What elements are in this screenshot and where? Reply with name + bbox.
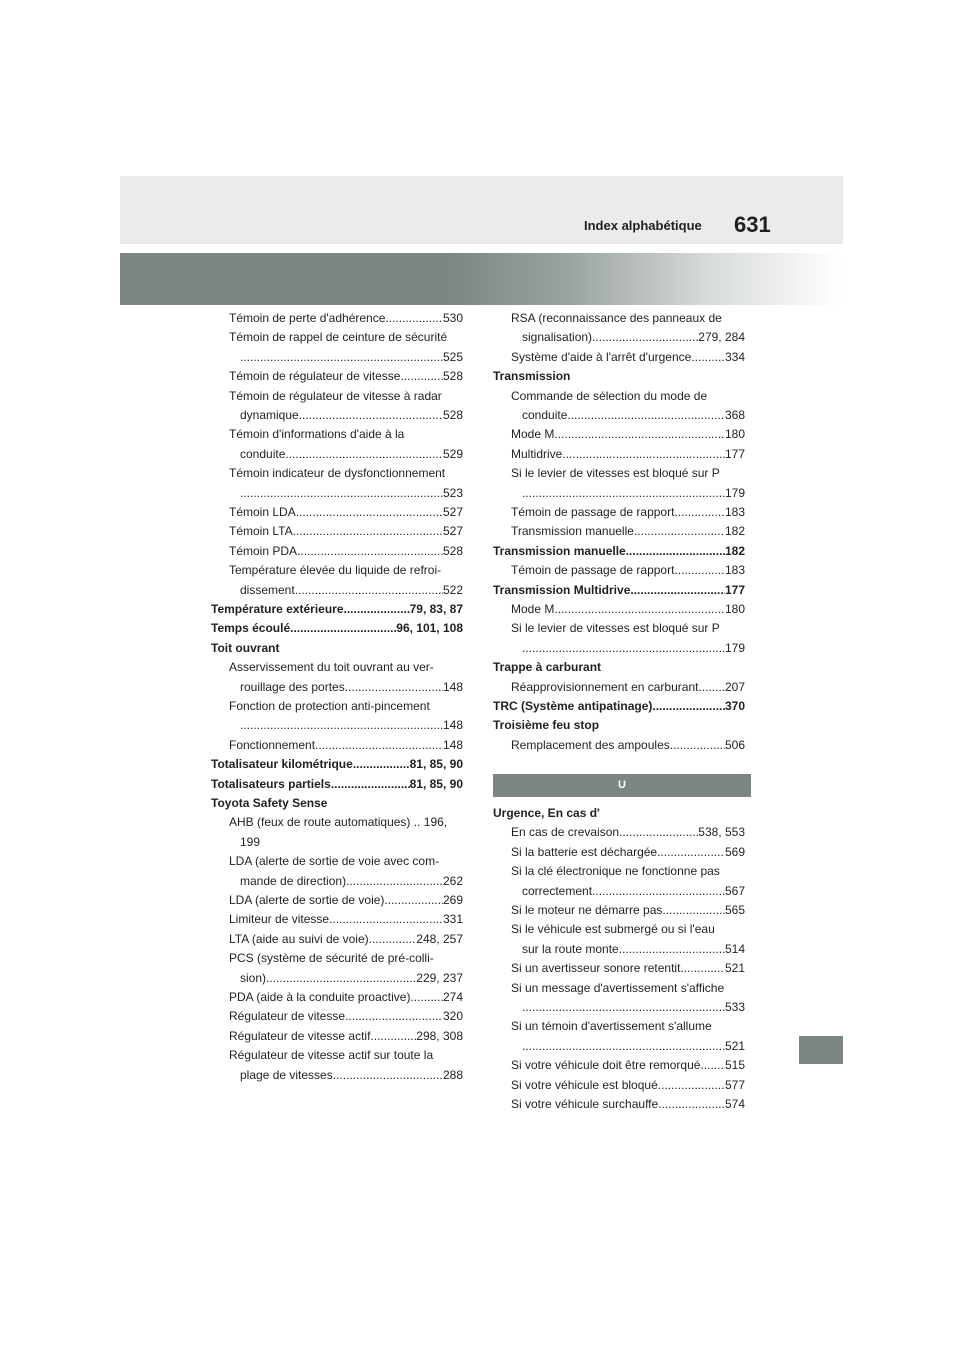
index-entry: ..... 179 bbox=[493, 484, 745, 503]
index-entry: Si un message d'avertissement s'affiche bbox=[511, 980, 725, 995]
index-entry: plage de vitesses ..... 288 bbox=[211, 1066, 463, 1085]
index-entry: sion) ..... 229, 237 bbox=[211, 969, 463, 988]
index-entry: sur la route monte ..... 514 bbox=[493, 940, 745, 959]
index-entry: 199 bbox=[240, 834, 261, 849]
index-entry: dissement ..... 522 bbox=[211, 581, 463, 600]
index-entry: Si votre véhicule surchauffe ..... 574 bbox=[493, 1095, 745, 1114]
index-heading-entry: Totalisateurs partiels ..... 81, 85, 90 bbox=[211, 775, 463, 794]
index-entry: Si le levier de vitesses est bloqué sur P bbox=[511, 621, 720, 636]
index-entry: Témoin de rappel de ceinture de sécurité bbox=[229, 330, 448, 345]
index-heading: Troisième feu stop bbox=[493, 718, 600, 733]
index-entry: Si la batterie est déchargée ..... 569 bbox=[493, 843, 745, 862]
index-entry: LDA (alerte de sortie de voie) ..... 269 bbox=[211, 891, 463, 910]
index-entry: Si un témoin d'avertissement s'allume bbox=[511, 1019, 712, 1034]
index-entry: Système d'aide à l'arrêt d'urgence ..... 334 bbox=[493, 348, 745, 367]
index-entry: ..... 525 bbox=[211, 348, 463, 367]
index-column-right-u bbox=[493, 804, 745, 1114]
index-entry: Température élevée du liquide de refroi- bbox=[229, 563, 442, 578]
page-number: 631 bbox=[734, 212, 771, 237]
index-entry: Si votre véhicule est bloqué ..... 577 bbox=[493, 1076, 745, 1095]
index-entry: Témoin de passage de rapport ..... 183 bbox=[493, 561, 745, 580]
index-entry: Remplacement des ampoules ..... 506 bbox=[493, 736, 745, 755]
index-entry: Réapprovisionnement en carburant ..... 207 bbox=[493, 678, 745, 697]
index-heading-entry: Temps écoulé ..... 96, 101, 108 bbox=[211, 619, 463, 638]
index-entry: dynamique ..... 528 bbox=[211, 406, 463, 425]
index-entry: LDA (alerte de sortie de voie avec com- bbox=[229, 854, 440, 869]
index-entry: Témoin de régulateur de vitesse à radar bbox=[229, 388, 442, 403]
index-entry: Régulateur de vitesse actif ..... 298, 308 bbox=[211, 1027, 463, 1046]
index-entry: Régulateur de vitesse actif sur toute la bbox=[229, 1048, 434, 1063]
index-entry: Témoin indicateur de dysfonctionnement bbox=[229, 466, 446, 481]
index-entry: LTA (aide au suivi de voie) ..... 248, 257 bbox=[211, 930, 463, 949]
index-heading: Transmission bbox=[493, 369, 571, 384]
index-entry: Si le levier de vitesses est bloqué sur P bbox=[511, 466, 720, 481]
index-entry: Témoin LDA ..... 527 bbox=[211, 503, 463, 522]
index-entry: Multidrive ..... 177 bbox=[493, 445, 745, 464]
index-entry: ..... 148 bbox=[211, 716, 463, 735]
index-entry: PCS (système de sécurité de pré-colli- bbox=[229, 951, 434, 966]
index-entry: RSA (reconnaissance des panneaux de bbox=[511, 311, 722, 325]
index-entry: En cas de crevaison ..... 538, 553 bbox=[493, 823, 745, 842]
section-letter-bar: U bbox=[493, 774, 751, 797]
index-entry: rouillage des portes ..... 148 bbox=[211, 678, 463, 697]
index-entry: Si le moteur ne démarre pas ..... 565 bbox=[493, 901, 745, 920]
index-entry: ..... 533 bbox=[493, 998, 745, 1017]
index-column-left bbox=[211, 309, 463, 1085]
index-entry: Témoin de régulateur de vitesse ..... 528 bbox=[211, 367, 463, 386]
index-entry: Si un avertisseur sonore retentit ..... 521 bbox=[493, 959, 745, 978]
index-entry: conduite ..... 529 bbox=[211, 445, 463, 464]
index-heading-entry: Transmission Multidrive ..... 177 bbox=[493, 581, 745, 600]
index-heading-entry: TRC (Système antipatinage) ..... 370 bbox=[493, 697, 745, 716]
index-entry: ..... 179 bbox=[493, 639, 745, 658]
index-entry: Asservissement du toit ouvrant au ver- bbox=[229, 660, 434, 675]
decorative-gradient-bar bbox=[120, 253, 843, 305]
index-column-right bbox=[493, 309, 745, 755]
index-entry: AHB (feux de route automatiques) .. 196, bbox=[229, 815, 448, 830]
index-entry: Mode M ..... 180 bbox=[493, 600, 745, 619]
index-entry: signalisation) ..... 279, 284 bbox=[493, 328, 745, 347]
index-heading: Toit ouvrant bbox=[211, 640, 280, 655]
index-entry: Fonctionnement ..... 148 bbox=[211, 736, 463, 755]
index-entry: Mode M ..... 180 bbox=[493, 425, 745, 444]
index-entry: Commande de sélection du mode de bbox=[511, 388, 708, 403]
running-header-title: Index alphabétique bbox=[584, 218, 702, 233]
index-entry: PDA (aide à la conduite proactive) ..... 274 bbox=[211, 988, 463, 1007]
index-entry: Si la clé électronique ne fonctionne pas bbox=[511, 864, 720, 879]
index-entry: Régulateur de vitesse ..... 320 bbox=[211, 1007, 463, 1026]
index-entry: mande de direction) ..... 262 bbox=[211, 872, 463, 891]
index-heading-entry: Température extérieure ..... 79, 83, 87 bbox=[211, 600, 463, 619]
index-heading: Urgence, En cas d' bbox=[493, 806, 600, 820]
index-entry: Fonction de protection anti-pincement bbox=[229, 699, 430, 714]
index-entry: Témoin de perte d'adhérence ..... 530 bbox=[211, 309, 463, 328]
index-heading-entry: Transmission manuelle ..... 182 bbox=[493, 542, 745, 561]
index-heading-entry: Totalisateur kilométrique ..... 81, 85, 90 bbox=[211, 755, 463, 774]
index-entry: Si votre véhicule doit être remorqué ..... 515 bbox=[493, 1056, 745, 1075]
index-entry: ..... 523 bbox=[211, 484, 463, 503]
index-entry: correctement ..... 567 bbox=[493, 882, 745, 901]
index-entry: Témoin de passage de rapport ..... 183 bbox=[493, 503, 745, 522]
index-entry: Transmission manuelle ..... 182 bbox=[493, 522, 745, 541]
index-entry: Témoin d'informations d'aide à la bbox=[229, 427, 405, 442]
index-entry: Limiteur de vitesse ..... 331 bbox=[211, 910, 463, 929]
index-entry: Témoin PDA ..... 528 bbox=[211, 542, 463, 561]
index-entry: ..... 521 bbox=[493, 1037, 745, 1056]
index-heading: Trappe à carburant bbox=[493, 660, 602, 675]
chapter-thumb-tab bbox=[799, 1036, 843, 1064]
index-entry: Si le véhicule est submergé ou si l'eau bbox=[511, 922, 715, 937]
index-heading: Toyota Safety Sense bbox=[211, 796, 328, 811]
index-entry: Témoin LTA ..... 527 bbox=[211, 522, 463, 541]
index-entry: conduite ..... 368 bbox=[493, 406, 745, 425]
